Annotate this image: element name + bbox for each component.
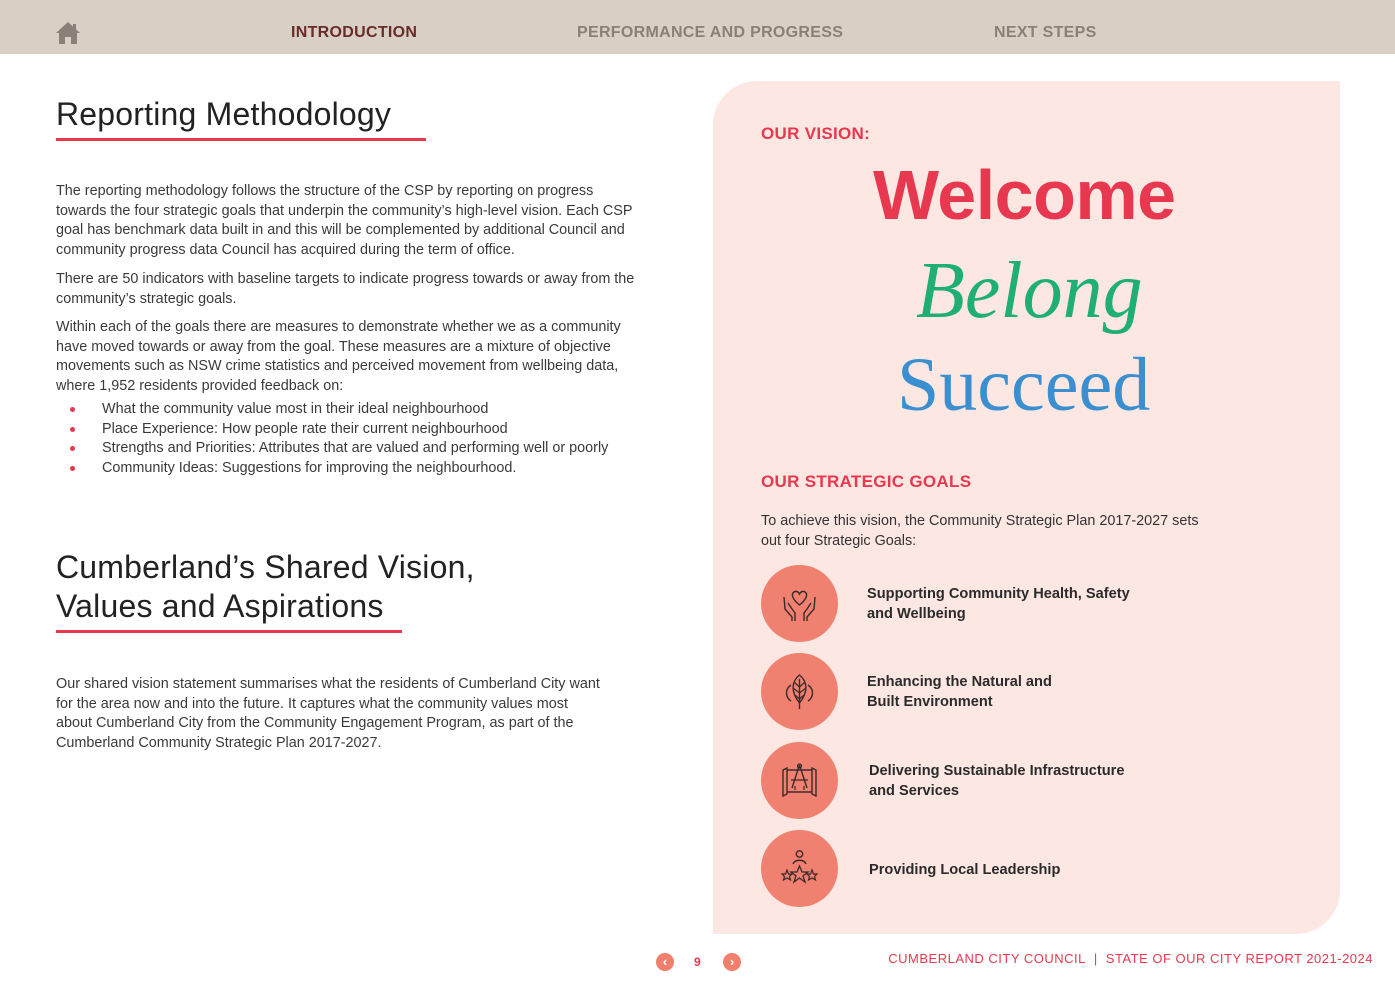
previous-page-button[interactable] xyxy=(656,953,674,971)
reporting-paragraph-2: There are 50 indicators with baseline targets to indicate progress towards or away from the community’s strategic goals. xyxy=(56,271,635,307)
goal-1-line2: and Wellbeing xyxy=(867,606,966,622)
footer-report-name: STATE OF OUR CITY REPORT 2021-2024 xyxy=(1105,951,1373,966)
goal-2-title xyxy=(867,672,1052,712)
goal-3-line2: and Services xyxy=(869,783,960,799)
bullet-text: Community Ideas: Suggestions for improving the neighbourhood. xyxy=(102,459,517,476)
goal-2-line2: Built Environment xyxy=(867,694,993,710)
vision-word-succeed: Succeed xyxy=(897,343,1151,427)
goal-icon-circle xyxy=(761,830,838,907)
chevron-left-icon: ‹ xyxy=(662,954,668,969)
blueprint-icon xyxy=(779,760,820,801)
shared-vision-paragraph: Our shared vision statement summarises what the residents of Cumberland City want for the area now and into the future. It captures what the community values most about Cumberland City from the Community Engagement Program, as part of the Cumberland Community Strategic Plan 2017-2027. xyxy=(56,676,600,751)
hands-heart-icon xyxy=(779,583,820,624)
leaf-icon xyxy=(779,671,820,712)
chevron-right-icon: › xyxy=(729,954,735,969)
reporting-paragraph-1: The reporting methodology follows the structure of the CSP by reporting on progress towards the four strategic goals that underpin the community’s high-level vision. Each CSP goal has benchmark data built in and this will be complemented by additional Council and community progress data Council has acquired during the term of office. xyxy=(56,183,633,258)
reporting-methodology-heading: Reporting Methodology xyxy=(56,96,392,132)
our-vision-label: OUR VISION: xyxy=(761,124,871,143)
list-item xyxy=(70,439,608,459)
heading-underline xyxy=(56,138,426,141)
goal-icon-circle xyxy=(761,653,838,730)
list-item xyxy=(70,400,608,420)
shared-vision-heading-line2: Values and Aspirations xyxy=(56,588,384,624)
reporting-paragraph-3: Within each of the goals there are measures to demonstrate whether we as a community have moved towards or away from the goal. These measures are a mixture of objective movements such as NSW crime statistics and perceived movement from wellbeing data, where 1,952 residents provided feedback on: xyxy=(56,319,621,394)
strategic-goals-intro: To achieve this vision, the Community Strategic Plan 2017-2027 sets out four Strategic Goals: xyxy=(761,513,1199,549)
goal-1-line1: Supporting Community Health, Safety xyxy=(867,586,1130,602)
bullet-dot xyxy=(70,427,75,432)
page-number: 9 xyxy=(694,955,701,969)
list-item xyxy=(70,459,608,479)
footer-org-name: CUMBERLAND CITY COUNCIL xyxy=(888,951,1086,966)
nav-tab-introduction[interactable]: INTRODUCTION xyxy=(291,24,418,41)
top-navigation xyxy=(0,0,1395,54)
goal-1-title xyxy=(867,584,1130,624)
goal-3-line1: Delivering Sustainable Infrastructure xyxy=(869,763,1125,779)
list-item xyxy=(70,420,608,440)
vision-word-welcome: Welcome xyxy=(873,156,1176,234)
bullet-dot xyxy=(70,407,75,412)
shared-vision-heading-line1: Cumberland’s Shared Vision, xyxy=(56,549,475,585)
bullet-dot xyxy=(70,466,75,471)
goal-2-line1: Enhancing the Natural and xyxy=(867,674,1052,690)
footer-separator: | xyxy=(1093,951,1098,966)
goal-3-title xyxy=(869,761,1124,801)
bullet-text: What the community value most in their ideal neighbourhood xyxy=(102,401,489,417)
bullet-dot xyxy=(70,446,75,451)
home-icon[interactable] xyxy=(54,20,82,46)
strategic-goals-label: OUR STRATEGIC GOALS xyxy=(761,472,972,491)
nav-tab-performance-and-progress[interactable]: PERFORMANCE AND PROGRESS xyxy=(577,24,844,41)
goal-icon-circle xyxy=(761,565,838,642)
bullet-text: Strengths and Priorities: Attributes that are valued and performing well or poorly xyxy=(102,440,609,457)
goal-icon-circle xyxy=(761,742,838,819)
heading-underline xyxy=(56,630,402,633)
footer-report-title xyxy=(888,951,1373,966)
goal-4-title xyxy=(869,860,1060,880)
leader-stars-icon xyxy=(779,848,820,889)
nav-tab-next-steps[interactable]: NEXT STEPS xyxy=(994,24,1097,41)
goal-4-line1: Providing Local Leadership xyxy=(869,862,1061,878)
bullet-text: Place Experience: How people rate their current neighbourhood xyxy=(102,420,508,437)
vision-word-belong: Belong xyxy=(916,247,1143,335)
next-page-button[interactable] xyxy=(723,953,741,971)
feedback-bullet-list xyxy=(70,400,608,478)
